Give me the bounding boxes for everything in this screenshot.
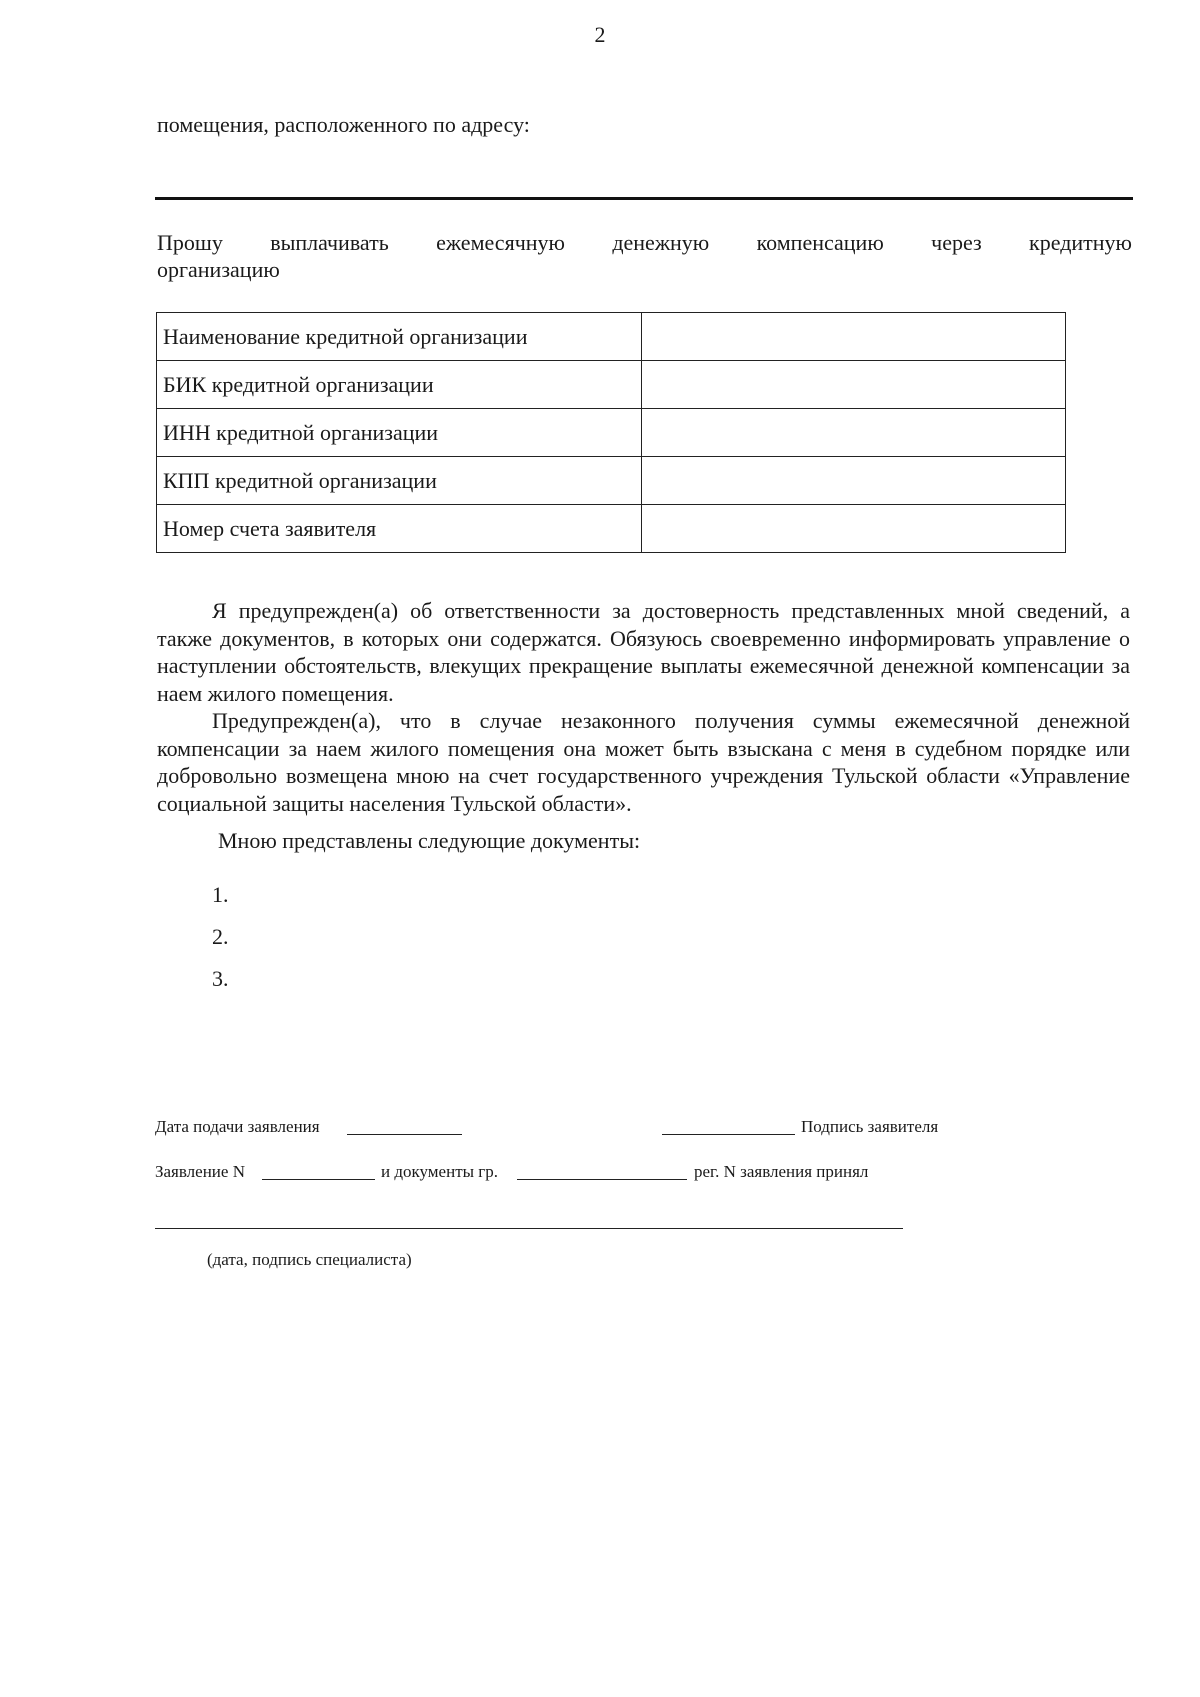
recovery-warning-paragraph: Предупрежден(а), что в случае незаконного получения суммы ежемесячной денежной компенсации за наем жилого помещения она может быть взыскана с меня в судебном порядке или добровольно возмещена мною на счет государственного учреждения Тульской области «Управление социальной защиты населения Тульской области». (157, 708, 1130, 816)
address-input-line[interactable] (155, 197, 1133, 200)
documents-heading: Мною представлены следующие документы: (218, 828, 641, 853)
request-paragraph: Прошу выплачивать ежемесячную денежную компенсацию через кредитную (157, 230, 1132, 255)
date-of-application-label: Дата подачи заявления (155, 1117, 320, 1136)
table-row (157, 361, 1066, 409)
inn-field[interactable] (641, 409, 1065, 457)
table-row (157, 313, 1066, 361)
bank-details-table (156, 312, 1066, 553)
account-number-field[interactable] (641, 505, 1065, 553)
document-item-2[interactable]: 2. (212, 924, 229, 949)
bank-name-label: Наименование кредитной организации (157, 313, 642, 361)
citizen-name-field[interactable] (517, 1179, 687, 1180)
application-number-field[interactable] (262, 1179, 375, 1180)
page-number: 2 (594, 22, 606, 47)
account-number-label: Номер счета заявителя (157, 505, 642, 553)
inn-label: ИНН кредитной организации (157, 409, 642, 457)
responsibility-warning-paragraph: Я предупрежден(а) об ответственности за достоверность представленных мной сведений, а также документов, в которых они содержатся. Обязуюсь своевременно информировать управление о наступлении обстоятельств, влекущих прекращение выплаты ежемесячной денежной компенсации за наем жилого помещения. (157, 598, 1130, 706)
registration-accepted-label: рег. N заявления принял (694, 1162, 869, 1181)
request-paragraph-continuation: организацию (157, 257, 280, 282)
applicant-signature-label: Подпись заявителя (801, 1117, 939, 1136)
specialist-signature-line[interactable] (155, 1228, 903, 1229)
bik-label: БИК кредитной организации (157, 361, 642, 409)
document-item-3[interactable]: 3. (212, 966, 229, 991)
applicant-signature-field[interactable] (662, 1134, 795, 1135)
specialist-caption: (дата, подпись специалиста) (207, 1250, 412, 1269)
address-label: помещения, расположенного по адресу: (157, 112, 530, 137)
documents-of-citizen-label: и документы гр. (381, 1162, 499, 1181)
kpp-field[interactable] (641, 457, 1065, 505)
table-row (157, 457, 1066, 505)
application-number-label: Заявление N (155, 1162, 245, 1181)
table-row (157, 505, 1066, 553)
date-of-application-field[interactable] (347, 1134, 462, 1135)
table-row (157, 409, 1066, 457)
bik-field[interactable] (641, 361, 1065, 409)
kpp-label: КПП кредитной организации (157, 457, 642, 505)
document-item-1[interactable]: 1. (212, 882, 229, 907)
bank-name-field[interactable] (641, 313, 1065, 361)
